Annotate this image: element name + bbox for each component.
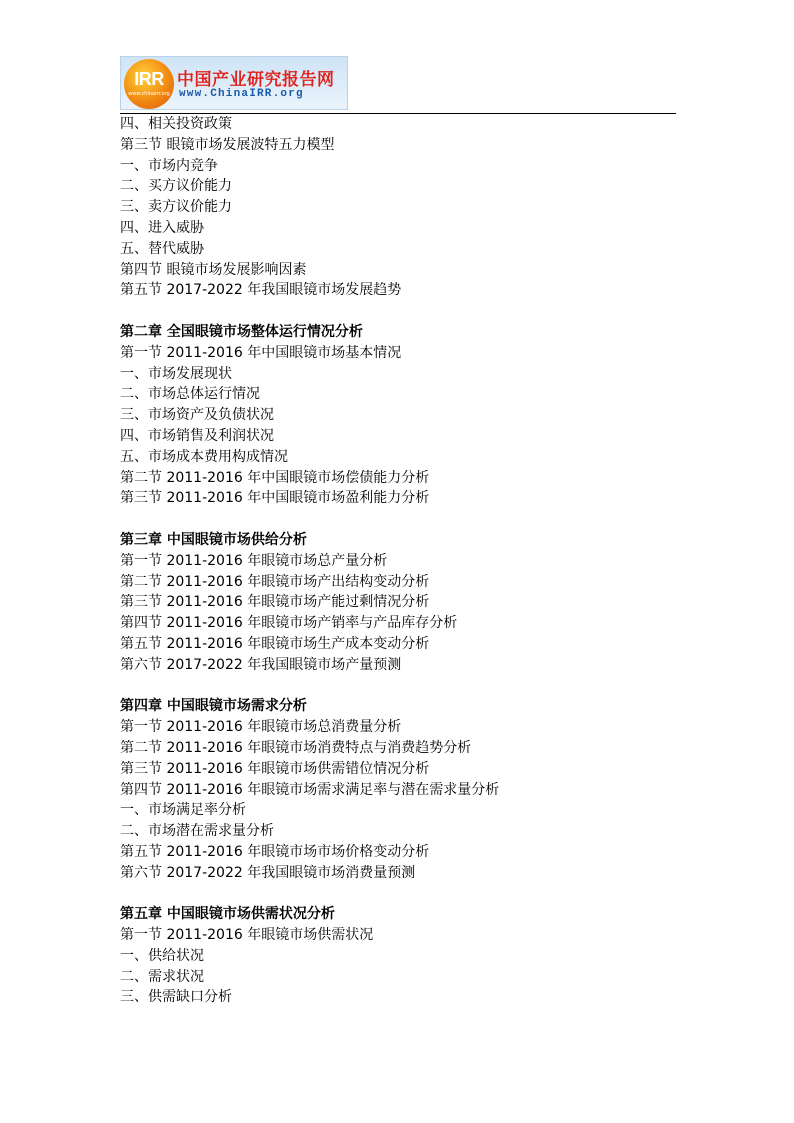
toc-chapter-5: [120, 904, 680, 1008]
toc-item: 第四节 2011-2016 年眼镜市场产销率与产品库存分析: [120, 615, 458, 632]
toc-block-continued: [120, 114, 680, 301]
toc-item: 第三节 2011-2016 年中国眼镜市场盈利能力分析: [120, 490, 430, 507]
toc-item: 第六节 2017-2022 年我国眼镜市场产量预测: [120, 656, 402, 673]
page-header: [120, 56, 676, 114]
toc-item: 四、进入威胁: [120, 219, 204, 236]
section-spacer: [120, 883, 680, 904]
toc-chapter-2: [120, 322, 680, 509]
chapter-title: 第三章 中国眼镜市场供给分析: [120, 531, 307, 548]
logo-mark-sub: www.chinairr.org: [128, 91, 170, 97]
toc-item: 一、市场发展现状: [120, 365, 232, 382]
toc-item: 第二节 2011-2016 年眼镜市场消费特点与消费趋势分析: [120, 739, 472, 756]
toc-chapter-3: [120, 530, 680, 676]
toc-item: 第一节 2011-2016 年眼镜市场总消费量分析: [120, 719, 402, 736]
toc-item: 第二节 2011-2016 年中国眼镜市场偿债能力分析: [120, 469, 430, 486]
toc-item: 第三节 2011-2016 年眼镜市场供需错位情况分析: [120, 760, 430, 777]
toc-item: 二、市场潜在需求量分析: [120, 823, 274, 840]
toc-item: 四、市场销售及利润状况: [120, 427, 274, 444]
site-logo: [120, 56, 348, 110]
toc-item: 第五节 2011-2016 年眼镜市场生产成本变动分析: [120, 635, 430, 652]
toc-item: 第三节 眼镜市场发展波特五力模型: [120, 136, 335, 153]
toc-item: 三、市场资产及负债状况: [120, 407, 274, 424]
site-name: 中国产业研究报告网: [177, 70, 335, 90]
toc-item: 第二节 2011-2016 年眼镜市场产出结构变动分析: [120, 573, 430, 590]
toc-item: 三、卖方议价能力: [120, 199, 232, 216]
section-spacer: [120, 509, 680, 530]
logo-emblem-icon: [124, 59, 174, 109]
toc-item: 一、市场满足率分析: [120, 802, 246, 819]
section-spacer: [120, 301, 680, 322]
toc-item: 四、相关投资政策: [120, 116, 232, 132]
toc-item: 第一节 2011-2016 年眼镜市场供需状况: [120, 927, 374, 944]
toc-item: 二、市场总体运行情况: [120, 386, 260, 403]
toc-item: 第六节 2017-2022 年我国眼镜市场消费量预测: [120, 864, 416, 881]
chapter-title: 第五章 中国眼镜市场供需状况分析: [120, 906, 335, 923]
toc-item: 第四节 眼镜市场发展影响因素: [120, 261, 307, 278]
toc-item: 第一节 2011-2016 年中国眼镜市场基本情况: [120, 344, 402, 361]
toc-item: 第一节 2011-2016 年眼镜市场总产量分析: [120, 552, 388, 569]
toc-item: 一、市场内竞争: [120, 157, 218, 174]
toc-item: 第三节 2011-2016 年眼镜市场产能过剩情况分析: [120, 594, 430, 611]
chapter-title: 第二章 全国眼镜市场整体运行情况分析: [120, 323, 363, 340]
toc-item: 第五节 2011-2016 年眼镜市场市场价格变动分析: [120, 843, 430, 860]
toc-item: 一、供给状况: [120, 947, 204, 964]
toc-item: 五、市场成本费用构成情况: [120, 448, 288, 465]
toc-chapter-4: [120, 696, 680, 883]
toc-item: 第四节 2011-2016 年眼镜市场需求满足率与潜在需求量分析: [120, 781, 500, 798]
toc-item: 三、供需缺口分析: [120, 989, 232, 1006]
table-of-contents: [120, 114, 680, 1008]
chapter-title: 第四章 中国眼镜市场需求分析: [120, 698, 307, 715]
toc-item: 二、买方议价能力: [120, 178, 232, 195]
toc-item: 二、需求状况: [120, 968, 204, 985]
logo-mark: IRR: [134, 69, 164, 89]
section-spacer: [120, 676, 680, 697]
toc-item: 第五节 2017-2022 年我国眼镜市场发展趋势: [120, 282, 402, 299]
toc-item: 五、替代威胁: [120, 240, 204, 257]
site-url: www.ChinaIRR.org: [179, 88, 304, 100]
